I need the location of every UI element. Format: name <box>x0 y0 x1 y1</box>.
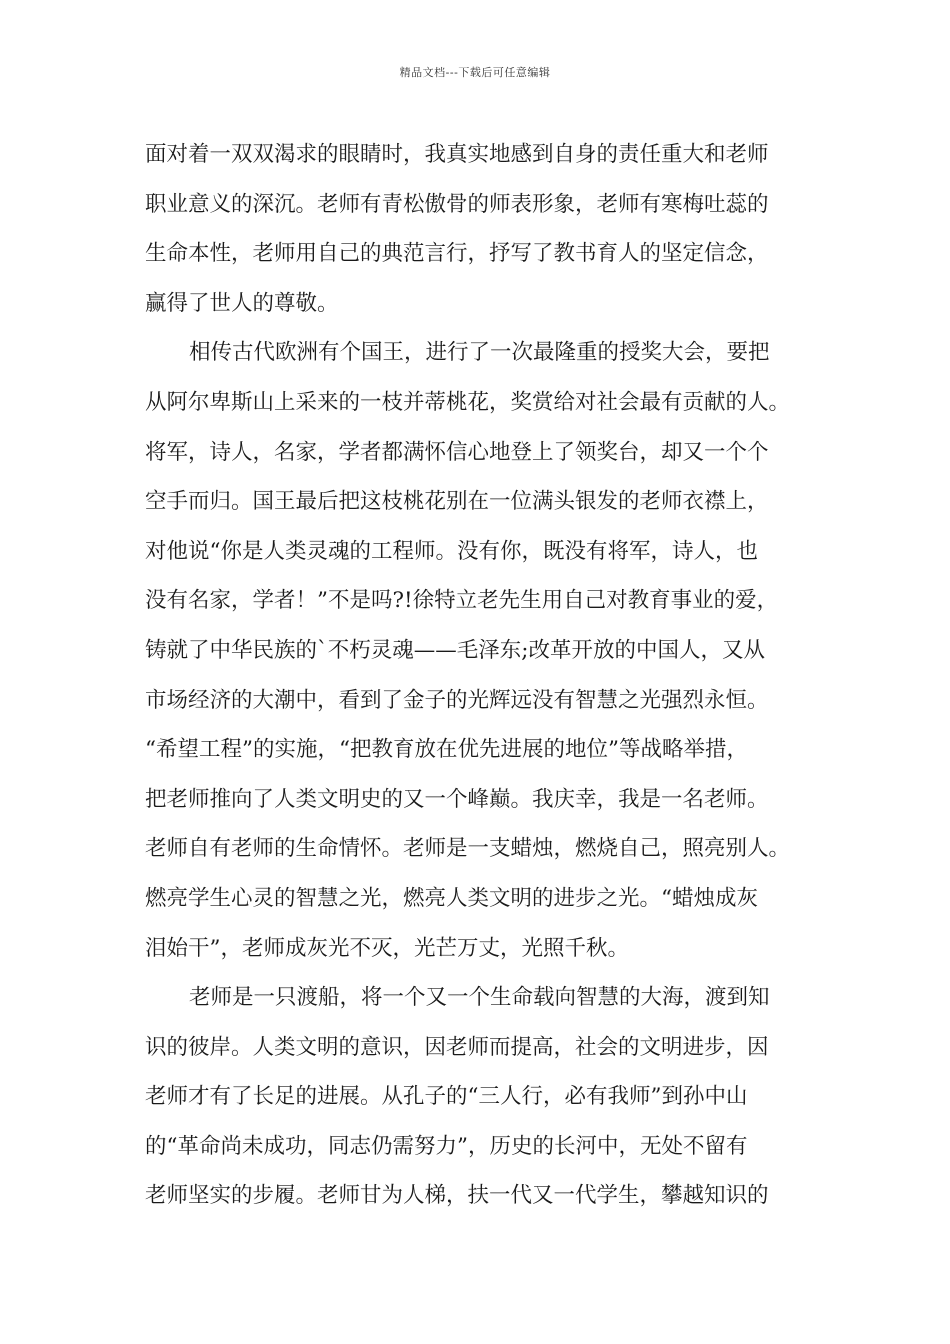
text-line: “希望工程”的实施，“把教育放在优先进展的地位”等战略举措， <box>145 737 748 763</box>
text-line: 对他说“你是人类灵魂的工程师。没有你，既没有将军，诗人，也 <box>145 538 758 564</box>
text-line: 没有名家，学者！”不是吗?!徐特立老先生用自己对教育事业的爱， <box>145 588 779 614</box>
text-line: 把老师推向了人类文明史的又一个峰巅。我庆幸，我是一名老师。 <box>145 786 769 812</box>
text-line: 面对着一双双渴求的眼睛时，我真实地感到自身的责任重大和老师 <box>145 142 769 167</box>
text-line: 空手而归。国王最后把这枝桃花别在一位满头银发的老师衣襟上， <box>145 489 769 515</box>
text-line: 铸就了中华民族的`不朽灵魂——毛泽东;改革开放的中国人，又从 <box>145 637 765 663</box>
paragraph-3 <box>145 973 815 1221</box>
paragraph-2 <box>145 328 815 973</box>
text-line: 的“革命尚未成功，同志仍需努力”，历史的长河中，无处不留有 <box>145 1133 748 1159</box>
document-body <box>145 130 815 1221</box>
text-line: 职业意义的深沉。老师有青松傲骨的师表形象，老师有寒梅吐蕊的 <box>145 191 769 217</box>
text-line: 相传古代欧洲有个国王，进行了一次最隆重的授奖大会，要把 <box>189 340 770 366</box>
text-line: 老师是一只渡船，将一个又一个生命载向智慧的大海，渡到知 <box>189 985 770 1011</box>
text-line: 市场经济的大潮中，看到了金子的光辉远没有智慧之光强烈永恒。 <box>145 687 769 713</box>
text-line: 老师自有老师的生命情怀。老师是一支蜡烛，燃烧自己，照亮别人。 <box>145 836 791 862</box>
text-line: 燃亮学生心灵的智慧之光，燃亮人类文明的进步之光。“蜡烛成灰 <box>145 885 758 911</box>
text-line: 识的彼岸。人类文明的意识，因老师而提高，社会的文明进步，因 <box>145 1034 769 1060</box>
page-header: 精品文档---下载后可任意编辑 <box>399 66 551 79</box>
text-line: 生命本性，老师用自己的典范言行，抒写了教书育人的坚定信念， <box>145 241 769 267</box>
text-line: 老师坚实的步履。老师甘为人梯，扶一代又一代学生，攀越知识的 <box>145 1183 769 1209</box>
text-line: 老师才有了长足的进展。从孔子的“三人行，必有我师”到孙中山 <box>145 1084 748 1110</box>
text-line: 赢得了世人的尊敬。 <box>145 290 339 316</box>
paragraph-1 <box>145 130 815 328</box>
text-line: 从阿尔卑斯山上采来的一枝并蒂桃花，奖赏给对社会最有贡献的人。 <box>145 389 791 415</box>
text-line: 将军，诗人，名家，学者都满怀信心地登上了领奖台，却又一个个 <box>145 439 769 465</box>
text-line: 泪始干”，老师成灰光不灭，光芒万丈，光照千秋。 <box>145 935 629 961</box>
